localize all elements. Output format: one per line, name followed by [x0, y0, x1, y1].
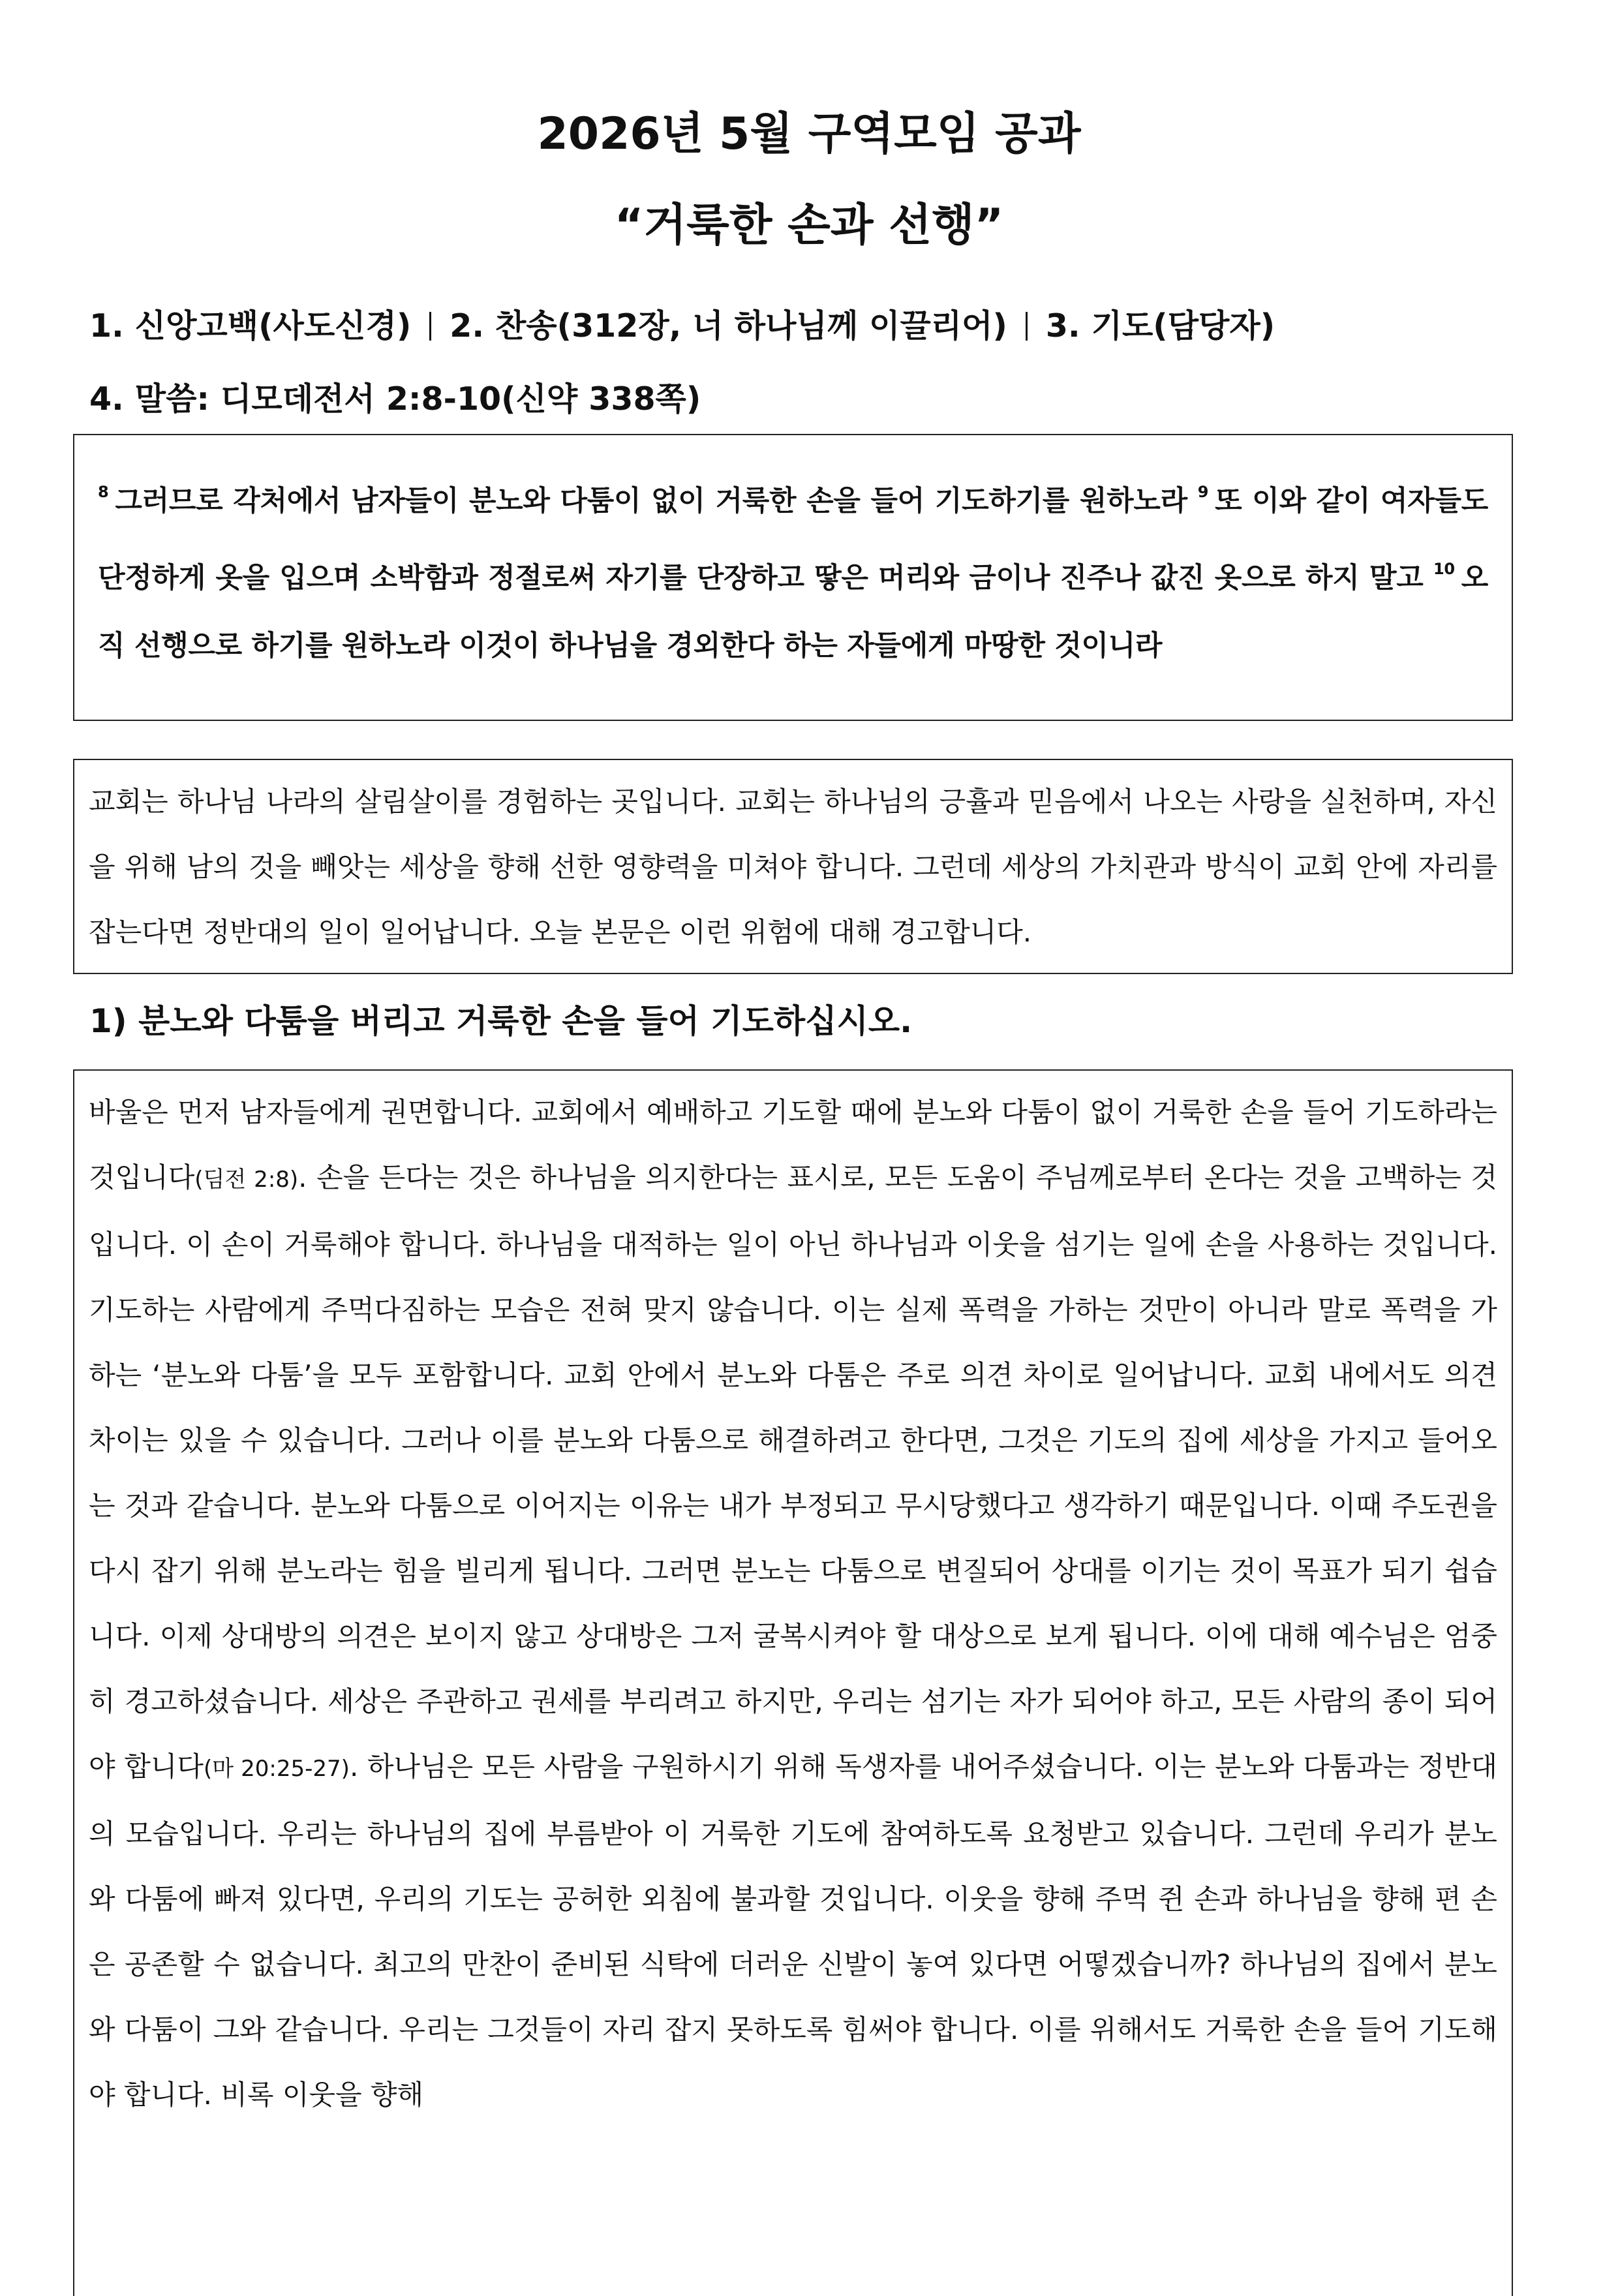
bible-reference: (마 20:25-27)	[203, 1756, 350, 1782]
body-text: 바울은 먼저 남자들에게 권면합니다. 교회에서 예배하고 기도할 때에 분노와 다툼이 없이 거룩한 손을 들어 기도하라는 것입니다	[89, 1096, 1497, 1193]
scripture-box	[73, 434, 1513, 721]
lesson-subtitle: “거룩한 손과 선행”	[614, 200, 1004, 251]
body-text: . 손을 든다는 것은 하나님을 의지한다는 표시로, 모든 도움이 주님께로부터 온다는 것을 고백하는 것입니다. 이 손이 거룩해야 합니다. 하나님을 대적하는 일이 아닌 하나님과 이웃을 섬기는 일에 손을 사용하는 것입니다. 기도하는 사람에게 주먹다짐하는 모습은 전혀 맞지 않습니다. 이는 실제 폭력을 가하는 것만이 아니라 말로 폭력을 가하는 ‘분노와 다툼’을 모두 포함합니다. 교회 안에서 분노와 다툼은 주로 의견 차이로 일어납니다. 교회 내에서도 의견 차이는 있을 수 있습니다. 그러나 이를 분노와 다툼으로 해결하려고 한다면, 그것은 기도의 집에 세상을 가지고 들어오는 것과 같습니다. 분노와 다툼으로 이어지는 이유는 내가 부정되고 무시당했다고 생각하기 때문입니다. 이때 주도권을 다시 잡기 위해 분노라는 힘을 빌리게 됩니다. 그러면 분노는 다툼으로 변질되어 상대를 이기는 것이 목표가 되기 쉽습니다. 이제 상대방의 의견은 보이지 않고 상대방은 그저 굴복시켜야 할 대상으로 보게 됩니다. 이에 대해 예수님은 엄중히 경고하셨습니다. 세상은 주관하고 권세를 부리려고 하지만, 우리는 섬기는 자가 되어야 하고, 모든 사람의 종이 되어야 합니다	[89, 1161, 1497, 1783]
section-heading: 1) 분노와 다툼을 버리고 거룩한 손을 들어 기도하십시오.	[89, 1002, 913, 1040]
order-item-confession: 1. 신앙고백(사도신경)	[89, 307, 412, 344]
verse-8: 그러므로 각처에서 남자들이 분노와 다툼이 없이 거룩한 손을 들어 기도하기를 원하노라	[115, 485, 1187, 517]
verse-number: 8	[98, 483, 109, 501]
verse-10: 오직 선행으로 하기를 원하노라 이것이 하나님을 경외한다 하는 자들에게 마땅한 것이니라	[98, 562, 1488, 662]
introduction-box	[73, 759, 1513, 974]
separator	[429, 312, 431, 341]
separator	[1026, 312, 1028, 341]
section-body-box	[73, 1069, 1513, 2296]
worship-order-line	[89, 307, 1275, 344]
verse-number: 10	[1433, 560, 1455, 578]
order-item-hymn: 2. 찬송(312장, 너 하나님께 이끌리어)	[450, 307, 1007, 344]
scripture-text	[98, 458, 1488, 680]
bible-reference: (딤전 2:8)	[194, 1167, 299, 1193]
order-item-scripture: 4. 말씀: 디모데전서 2:8-10(신약 338쪽)	[89, 380, 701, 418]
body-text: . 하나님은 모든 사람을 구원하시기 위해 독생자를 내어주셨습니다. 이는 분노와 다툼과는 정반대의 모습입니다. 우리는 하나님의 집에 부름받아 이 거룩한 기도에 참여하도록 요청받고 있습니다. 그런데 우리가 분노와 다툼에 빠져 있다면, 우리의 기도는 공허한 외침에 불과할 것입니다. 이웃을 향해 주먹 쥔 손과 하나님을 향해 편 손은 공존할 수 없습니다. 최고의 만찬이 준비된 식탁에 더러운 신발이 놓여 있다면 어떻겠습니까? 하나님의 집에서 분노와 다툼이 그와 같습니다. 우리는 그것들이 자리 잡지 못하도록 힘써야 합니다. 이를 위해서도 거룩한 손을 들어 기도해야 합니다. 비록 이웃을 향해	[89, 1751, 1498, 2111]
verse-number: 9	[1197, 483, 1209, 501]
verse-9: 또 이와 같이 여자들도 단정하게 옷을 입으며 소박함과 정절로써 자기를 단장하고 땋은 머리와 금이나 진주나 값진 옷으로 하지 말고	[98, 485, 1488, 594]
introduction-text: 교회는 하나님 나라의 살림살이를 경험하는 곳입니다. 교회는 하나님의 긍휼과 믿음에서 나오는 사랑을 실천하며, 자신을 위해 남의 것을 빼앗는 세상을 향해 선한 영향력을 미쳐야 합니다. 그런데 세상의 가치관과 방식이 교회 안에 자리를 잡는다면 정반대의 일이 일어납니다. 오늘 본문은 이런 위험에 대해 경고합니다.	[89, 786, 1497, 948]
section-body-text	[89, 1080, 1497, 2128]
document-title: 2026년 5월 구역모임 공과	[537, 108, 1081, 160]
order-item-prayer: 3. 기도(담당자)	[1045, 307, 1275, 344]
